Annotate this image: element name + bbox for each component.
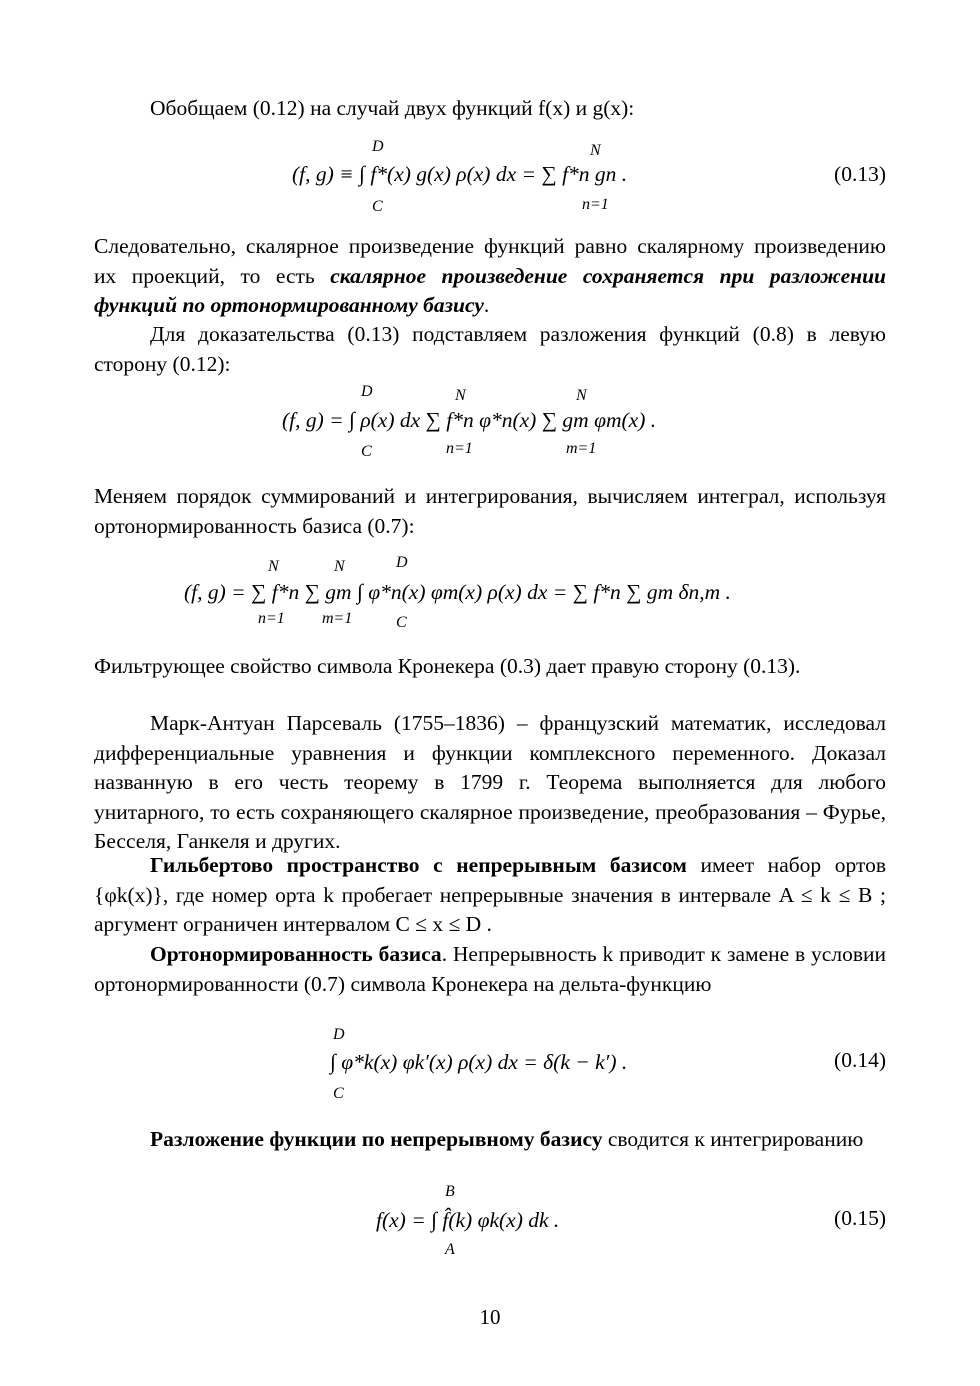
sum1-upper-limit: N xyxy=(455,387,466,404)
equation-body: (f, g) ≡ ∫ f*(x) g(x) ρ(x) dx = ∑ f*n gn . xyxy=(292,162,628,186)
integral-lower-limit: C xyxy=(372,198,383,215)
equation-number: (0.13) xyxy=(834,162,886,186)
integral-upper-limit: D xyxy=(361,383,373,400)
integral-lower-limit: C xyxy=(396,614,407,631)
sum2-upper-limit: N xyxy=(576,387,587,404)
integral-upper-limit: D xyxy=(396,554,408,571)
integral-upper-limit: B xyxy=(445,1183,455,1200)
text-end: . xyxy=(483,293,490,317)
sum-m-lower-limit: m=1 xyxy=(322,610,353,627)
text-plain: Следовательно, скалярное произведение функций равно скалярному произведению их проекций, то есть xyxy=(94,234,886,288)
integral-lower-limit: C xyxy=(361,443,372,460)
sum2-lower-limit: m=1 xyxy=(566,440,597,457)
paragraph-expansion xyxy=(94,1125,886,1155)
integral-lower-limit: A xyxy=(445,1241,455,1258)
equation-body: ∫ φ*k(x) φk′(x) ρ(x) dx = δ(k − k′) . xyxy=(330,1050,628,1074)
paragraph-scalar-product xyxy=(94,232,886,321)
paragraph-reorder: Меняем порядок суммирований и интегрирования, вычисляем интеграл, используя ортонормированность базиса (0.7): xyxy=(94,484,886,538)
text-emphasis: скалярное произведение сохраняется при разложении функций по ортонормированному базису xyxy=(94,263,887,317)
sum-n-upper-limit: N xyxy=(268,558,279,575)
sum-n-lower-limit: n=1 xyxy=(258,610,285,627)
paragraph-hilbert xyxy=(94,851,886,940)
integral-upper-limit: D xyxy=(372,138,384,155)
text-bold: Гильбертово пространство с непрерывным базисом xyxy=(150,853,687,877)
text-bold: Ортонормированность базиса xyxy=(150,942,442,966)
equation-body: (f, g) = ∫ ρ(x) dx ∑ f*n φ*n(x) ∑ gm φm(x) . xyxy=(282,408,657,432)
integral-lower-limit: C xyxy=(333,1085,344,1102)
text-bold: Разложение функции по непрерывному базису xyxy=(150,1127,603,1151)
paragraph-parseval: Марк-Антуан Парсеваль (1755–1836) – французский математик, исследовал дифференциальные уравнения и функции комплексного переменного. Доказал названную в его честь теорему в 1799 г. Теорема выполняется для любого унитарного, то есть сохраняющего скалярное произведение, преобразования – Фурье, Бесселя, Ганкеля и других. xyxy=(94,711,886,853)
text-rest: . Непрерывность k приводит к замене в условии ортонормированности (0.7) символа Кронекера на дельта-функцию xyxy=(94,942,886,996)
paragraph-orthonormality xyxy=(94,940,886,999)
equation-body: (f, g) = ∑ f*n ∑ gm ∫ φ*n(x) φm(x) ρ(x) dx = ∑ f*n ∑ gm δn,m . xyxy=(184,580,731,604)
paragraph-intro: Обобщаем (0.12) на случай двух функций f(x) и g(x): xyxy=(150,96,635,120)
integral-upper-limit: D xyxy=(333,1026,345,1043)
sum-upper-limit: N xyxy=(590,142,601,159)
equation-body: f(x) = ∫ f̂(k) φk(x) dk . xyxy=(376,1208,560,1232)
sum-lower-limit: n=1 xyxy=(582,196,609,213)
text-rest: сводится к интегрированию xyxy=(602,1127,864,1151)
page-number: 10 xyxy=(479,1305,501,1329)
equation-number: (0.14) xyxy=(834,1048,886,1072)
paragraph-kronecker: Фильтрующее свойство символа Кронекера (0.3) дает правую сторону (0.13). xyxy=(94,654,801,678)
paragraph-proof: Для доказательства (0.13) подставляем разложения функций (0.8) в левую сторону (0.12): xyxy=(94,322,886,376)
text-rest: имеет набор ортов {φk(x)}, где номер орта k пробегает непрерывные значения в интервале A ≤ k ≤ B ; аргумент ограничен интервалом C ≤ x ≤ D . xyxy=(94,853,886,936)
sum1-lower-limit: n=1 xyxy=(446,440,473,457)
equation-number: (0.15) xyxy=(834,1206,886,1230)
sum-m-upper-limit: N xyxy=(334,558,345,575)
